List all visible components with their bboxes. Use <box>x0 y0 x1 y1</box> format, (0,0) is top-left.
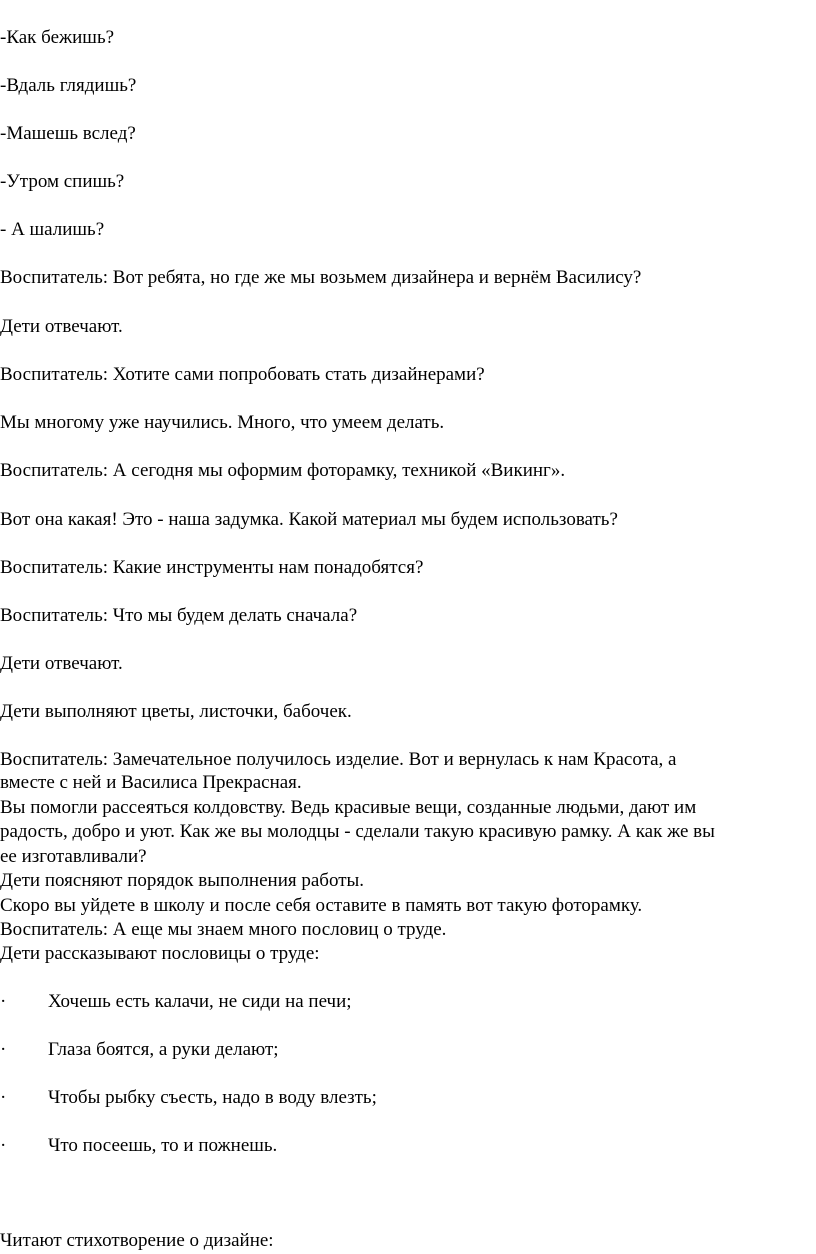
dialogue-line-1: -Как бежишь? <box>0 27 115 48</box>
proverb-text: Чтобы рыбку съесть, надо в воду влезть; <box>48 1087 377 1108</box>
teacher-praise-line-3: Вы помогли рассеяться колдовству. Ведь красивые вещи, созданные людьми, дают им <box>0 797 697 818</box>
teacher-proverbs: Воспитатель: А еще мы знаем много пословиц о труде. <box>0 919 447 940</box>
dialogue-line-2: -Вдаль глядишь? <box>0 75 137 96</box>
dialogue-line-5: - А шалишь? <box>0 219 105 240</box>
teacher-first-step: Воспитатель: Что мы будем делать сначала? <box>0 605 358 626</box>
children-answer-1: Дети отвечают. <box>0 316 123 337</box>
bullet-dot-icon: · <box>0 991 7 1012</box>
teacher-praise-line-4: радость, добро и уют. Как же вы молодцы - сделали такую красивую рамку. А как же вы <box>0 821 715 842</box>
children-work: Дети выполняют цветы, листочки, бабочек. <box>0 701 352 722</box>
teacher-question-designer: Воспитатель: Вот ребята, но где же мы возьмем дизайнера и вернём Василису? <box>0 267 642 288</box>
bullet-dot-icon: · <box>0 1135 7 1156</box>
bullet-dot-icon: · <box>0 1039 7 1060</box>
proverb-item-2 <box>0 1038 816 1061</box>
bullet-dot-icon: · <box>0 1087 7 1108</box>
proverb-text: Что посеешь, то и пожнешь. <box>48 1135 278 1156</box>
proverb-item-3 <box>0 1086 816 1109</box>
teacher-praise-line-2: вместе с ней и Василиса Прекрасная. <box>0 772 302 793</box>
dialogue-line-4: -Утром спишь? <box>0 171 125 192</box>
teacher-praise-line-5: ее изготавливали? <box>0 846 147 867</box>
proverb-item-1 <box>0 990 816 1013</box>
teacher-tools: Воспитатель: Какие инструменты нам понадобятся? <box>0 557 424 578</box>
children-answer-2: Дети отвечают. <box>0 653 123 674</box>
learned-line: Мы многому уже научились. Много, что умеем делать. <box>0 412 445 433</box>
children-proverbs-intro: Дети рассказывают пословицы о труде: <box>0 943 320 964</box>
closing-line: Читают стихотворение о дизайне: <box>0 1230 274 1251</box>
teacher-photoframe: Воспитатель: А сегодня мы оформим фоторамку, техникой «Викинг». <box>0 460 566 481</box>
school-line: Скоро вы уйдете в школу и после себя оставите в память вот такую фоторамку. <box>0 895 643 916</box>
teacher-offer: Воспитатель: Хотите сами попробовать стать дизайнерами? <box>0 364 485 385</box>
teacher-praise-line-1: Воспитатель: Замечательное получилось изделие. Вот и вернулась к нам Красота, а <box>0 749 677 770</box>
material-question: Вот она какая! Это - наша задумка. Какой материал мы будем использовать? <box>0 509 618 530</box>
proverb-text: Хочешь есть калачи, не сиди на печи; <box>48 991 352 1012</box>
proverb-item-4 <box>0 1134 816 1157</box>
proverb-text: Глаза боятся, а руки делают; <box>48 1039 279 1060</box>
children-explain: Дети поясняют порядок выполнения работы. <box>0 870 365 891</box>
dialogue-line-3: -Машешь вслед? <box>0 123 136 144</box>
